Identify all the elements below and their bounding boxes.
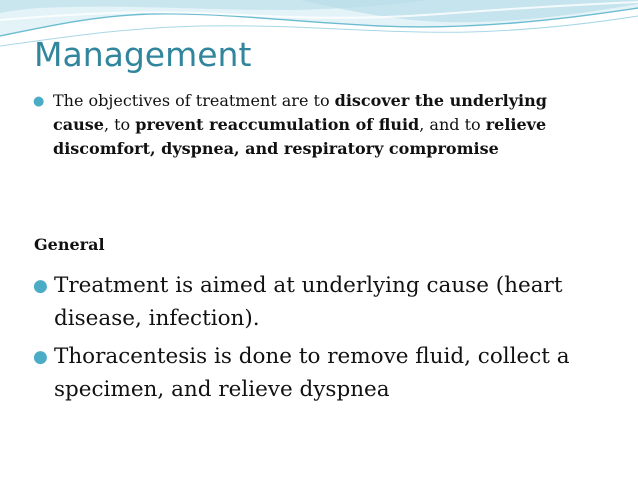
bullet-objectives-text — [53, 89, 563, 161]
bullet-thoracentesis — [33, 340, 593, 406]
objectives-text-3: , and to — [419, 115, 486, 134]
bullet-objectives — [33, 89, 593, 161]
bullet-dot-icon: ● — [33, 276, 48, 296]
objectives-emphasis-1: discover the underlying cause — [53, 91, 547, 134]
bullet-dot-icon: ● — [33, 347, 48, 367]
section-heading-general: General — [34, 235, 105, 254]
objectives-emphasis-3: relieve discomfort, dyspnea, and respiratory compromise — [53, 115, 547, 158]
bullet-dot-icon: ● — [33, 94, 45, 109]
objectives-text-2: , to — [103, 115, 136, 134]
bullet-treatment — [33, 269, 593, 335]
objectives-text-1: The objectives of treatment are to — [53, 91, 335, 110]
bullet-thoracentesis-text: Thoracentesis is done to remove fluid, collect a specimen, and relieve dyspnea — [54, 344, 570, 402]
objectives-emphasis-2: prevent reaccumulation of fluid — [135, 115, 420, 134]
slide-title: Management — [34, 35, 252, 74]
bullet-treatment-text: Treatment is aimed at underlying cause (heart disease, infection). — [54, 273, 563, 331]
